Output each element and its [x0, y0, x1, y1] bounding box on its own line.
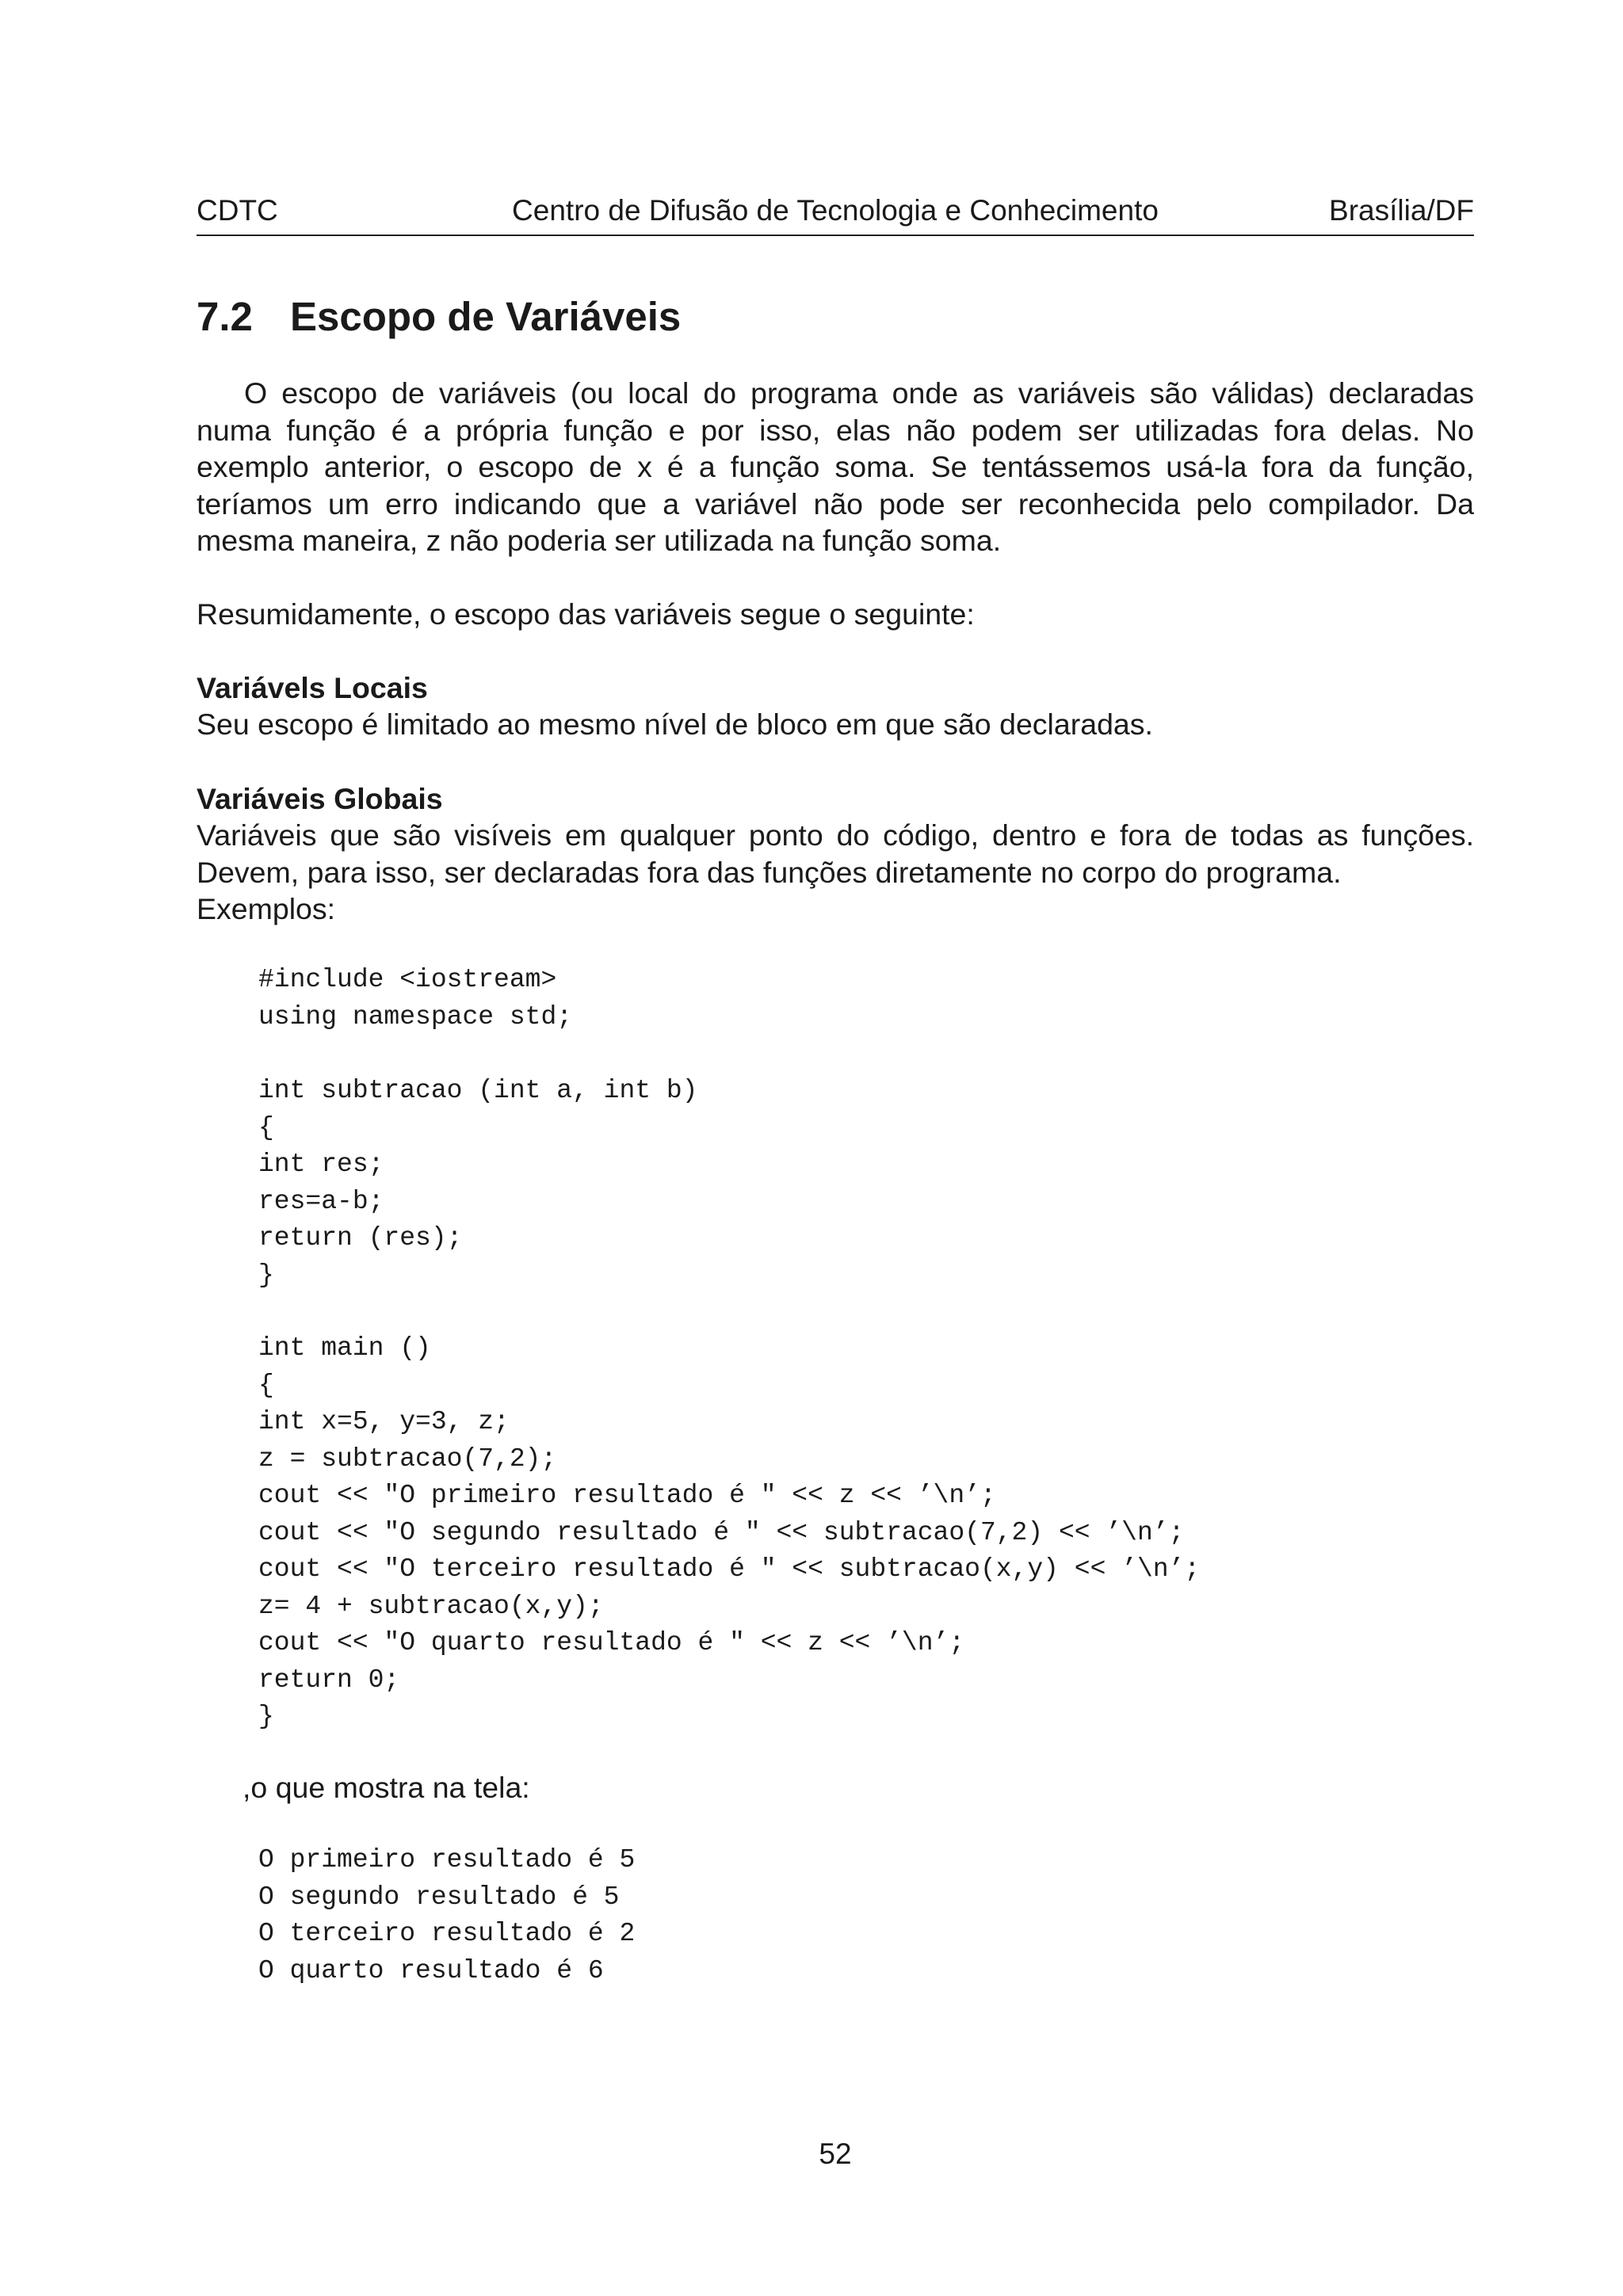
header-left: CDTC: [197, 194, 278, 227]
global-vars-title: Variáveis Globais: [197, 782, 443, 815]
intro-paragraph: O escopo de variáveis (ou local do programa onde as variáveis são válidas) declaradas numa função é a própria função e por isso, elas não podem ser utilizadas fora delas. No exemplo anterior, o escopo de x é a função soma. Se tentássemos usá-la fora da função, teríamos um erro indicando que a variável não pode ser reconhecida pelo compilador. Da mesma maneira, z não poderia ser utilizada na função soma.: [197, 376, 1474, 557]
running-header: [197, 193, 1474, 236]
section-heading: [197, 293, 681, 341]
section-title: Escopo de Variáveis: [290, 294, 682, 339]
document-page: [197, 0, 1474, 2296]
local-vars-title: Variávels Locais: [197, 671, 428, 704]
summary-paragraph: Resumidamente, o escopo das variáveis segue o seguinte:: [197, 597, 975, 631]
section-number: 7.2: [197, 294, 253, 339]
examples-label: Exemplos:: [197, 892, 336, 925]
code-main: int main () { int x=5, y=3, z; z = subtracao(7,2); cout << "O primeiro resultado é " << z << ’\n’; cout << "O segundo resultado é " << subtracao(7,2) << ’\n’; cout << "O terceiro resultado é " << subtracao(x,y) << ’\n’; z= 4 + subtracao(x,y); cout << "O quarto resultado é " << z << ’\n’; return 0; }: [258, 1333, 1201, 1731]
program-output: O primeiro resultado é 5 O segundo resultado é 5 O terceiro resultado é 2 O quarto resultado é 6: [258, 1845, 636, 1985]
header-center: Centro de Difusão de Tecnologia e Conhecimento: [512, 194, 1159, 227]
output-intro: ,o que mostra na tela:: [242, 1771, 530, 1804]
header-right: Brasília/DF: [1329, 194, 1474, 227]
code-function: int subtracao (int a, int b) { int res; res=a-b; return (res); }: [258, 1076, 698, 1290]
global-vars-text: Variáveis que são visíveis em qualquer ponto do código, dentro e fora de todas as funções. Devem, para isso, ser declaradas fora das funções diretamente no corpo do programa.: [197, 818, 1474, 889]
page-number: 52: [819, 2138, 852, 2170]
code-includes: #include <iostream> using namespace std;: [258, 965, 573, 1032]
local-vars-text: Seu escopo é limitado ao mesmo nível de bloco em que são declaradas.: [197, 707, 1153, 741]
